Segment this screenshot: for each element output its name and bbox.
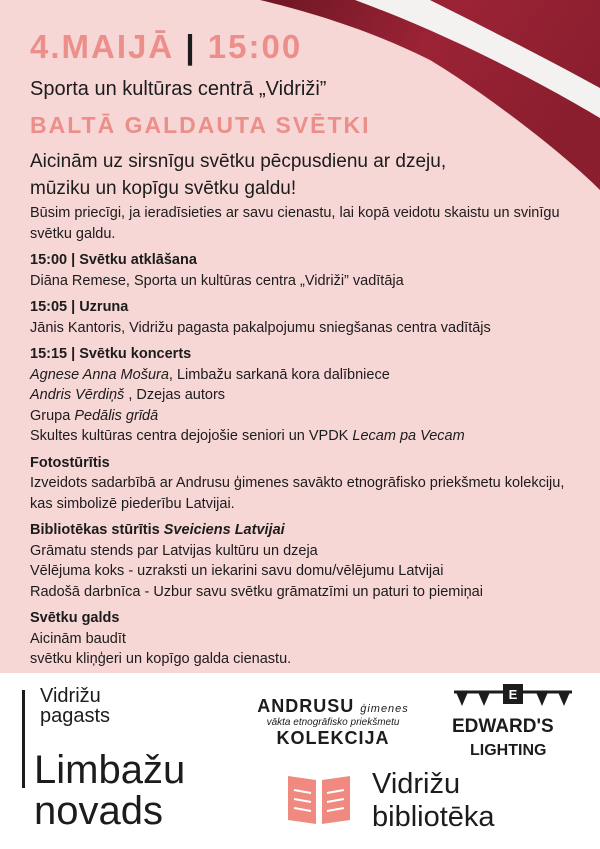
limbazu-novads-logo: [34, 750, 185, 832]
edwards-logo-text: EDWARD'S: [452, 716, 554, 737]
logo-text: Vidrižu: [372, 768, 461, 800]
svg-text:E: E: [508, 687, 518, 702]
logo-text-main: ANDRUSU: [257, 696, 355, 716]
speech-title: 15:05 | Uzruna: [30, 299, 129, 315]
event-date: 4.MAIJĀ: [30, 28, 175, 65]
speech-text: Jānis Kantoris, Vidrižu pagasta pakalpojumu sniegšanas centra vadītājs: [30, 319, 491, 336]
concert-title: 15:15 | Svētku koncerts: [30, 346, 192, 362]
invitation-text: [30, 148, 490, 202]
library-corner-theme: Sveiciens Latvijai: [163, 522, 285, 538]
feast-line: svētku kliņģeri un kopīgo galda cienastu.: [30, 651, 292, 667]
performer-role: , Dzejas autors: [124, 387, 226, 403]
event-venue: Sporta un kultūras centrā „Vidriži”: [30, 78, 327, 100]
logo-text-italic: ģimenes: [360, 703, 409, 715]
performer-name: Agnese Anna Mošura: [30, 366, 169, 383]
logo-text: Limbažu: [34, 748, 186, 792]
open-book-icon: [286, 772, 352, 826]
opening-text: Diāna Remese, Sporta un kultūras centra „Vidriži” vadītāja: [30, 272, 404, 289]
concert-performer: [30, 385, 580, 406]
vidrizu-biblioteka-logo: [372, 768, 495, 834]
library-corner-line: Radošā darbnīca - Uzbur savu svētku grāmatzīmi un paturi to piemiņai: [30, 583, 483, 600]
logo-text: KOLEKCIJA: [276, 728, 390, 748]
intro-text: Būsim priecīgi, ja ieradīsieties ar savu cienastu, lai kopā veidotu skaistu un svinīgu svētku galdu.: [30, 205, 560, 242]
limbazu-logo-bar: [22, 690, 25, 788]
logo-text: novads: [34, 789, 163, 833]
logo-text: [238, 696, 428, 717]
performer-prefix: Grupa: [30, 407, 75, 424]
opening-title: 15:00 | Svētku atklāšana: [30, 252, 197, 268]
logo-text: bibliotēka: [372, 801, 495, 833]
logo-text: vākta etnogrāfisko priekšmetu: [266, 717, 400, 728]
invitation-line: Aicinām uz sirsnīgu svētku pēcpusdienu ar dzeju,: [30, 151, 447, 172]
logo-text: pagasts: [40, 705, 111, 727]
edwards-logo-subtext: LIGHTING: [470, 742, 547, 759]
library-corner-line: Vēlējuma koks - uzraksti un iekarini savu domu/vēlējumu Latvijai: [30, 563, 444, 579]
feast-line: Aicinām baudīt: [30, 630, 126, 647]
concert-performer: [30, 406, 580, 427]
vidrizu-pagasts-logo: [40, 686, 110, 726]
event-title: BALTĀ GALDAUTA SVĒTKI: [30, 112, 371, 138]
performer-role: Skultes kultūras centra dejojošie seniori un VPDK: [30, 428, 353, 444]
edwards-lighting-icon: [452, 684, 574, 718]
performer-name: Pedālis grīdā: [74, 407, 159, 424]
performer-name: Lecam pa Vecam: [352, 428, 465, 444]
performer-role: , Limbažu sarkanā kora dalībniece: [168, 366, 390, 383]
library-corner-title: [30, 520, 580, 541]
logo-text: Vidrižu: [40, 685, 101, 707]
feast-title: Svētku galds: [30, 610, 120, 626]
concert-performer: [30, 365, 580, 386]
performer-name: Andris Vērdiņš: [30, 387, 125, 403]
event-date-time: [30, 28, 302, 66]
invitation-line: mūziku un kopīgu svētku galdu!: [30, 178, 297, 199]
concert-performer: [30, 426, 580, 447]
library-corner-line: Grāmatu stends par Latvijas kultūru un dzeja: [30, 542, 318, 559]
library-corner-label: Bibliotēkas stūrītis: [30, 522, 164, 538]
event-time: 15:00: [207, 28, 303, 65]
photo-corner-text: Izveidots sadarbībā ar Andrusu ģimenes savākto etnogrāfisko priekšmetu kolekciju, kas simbolizē piederību Latvijai.: [30, 475, 565, 512]
program-body: [30, 203, 580, 670]
andrusu-collection-logo: [238, 696, 428, 749]
date-time-separator: |: [185, 28, 197, 65]
photo-corner-title: Fotostūrītis: [30, 454, 110, 471]
